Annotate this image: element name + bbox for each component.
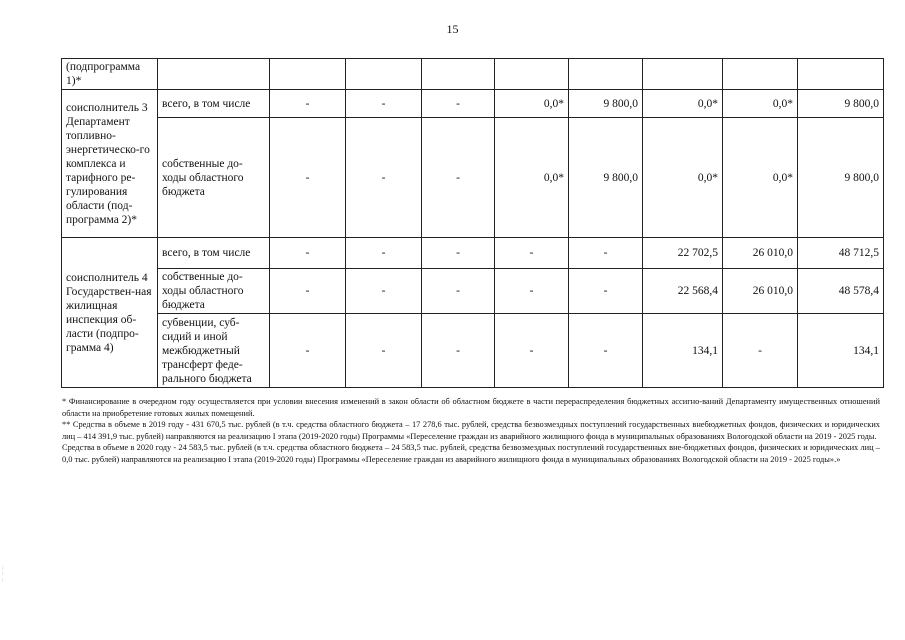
value-cell: -	[422, 314, 495, 388]
value-cell: -	[346, 269, 422, 314]
table-row	[62, 118, 884, 238]
page-number: 15	[446, 22, 459, 36]
table-row	[62, 269, 884, 314]
value-cell: 22 702,5	[643, 238, 723, 269]
empty-cell	[643, 59, 723, 90]
value-cell: -	[569, 314, 643, 388]
empty-cell	[723, 59, 798, 90]
empty-cell	[495, 59, 569, 90]
value-cell: 22 568,4	[643, 269, 723, 314]
value-cell: -	[346, 90, 422, 118]
footnote-1: * Финансирование в очередном году осуществляется при условии внесения изменений в закон области об областном бюджете в части перераспределения бюджетных ассигно-ваний Департаменту имущественных отношений области на приобретение готовых жилых помещений.	[62, 397, 880, 418]
value-cell: -	[422, 238, 495, 269]
value-cell: -	[495, 238, 569, 269]
value-cell: -	[723, 314, 798, 388]
footnote-3: Средства в объеме в 2020 году - 24 583,5 тыс. рублей (в т.ч. средства областного бюджета – 24 583,5 тыс. рублей, средства безвозмездных поступлений государственных вне-бюджетных фондов, физических и юридических лиц – 0,0 тыс. рублей) направляются на реализацию I этапа (2019-2020 годы) Программы «Переселение граждан из аварийного жилищного фонда в муниципальных образованиях Вологодской области на 2019 - 2025 годы».»	[62, 443, 880, 464]
value-cell: 26 010,0	[723, 238, 798, 269]
empty-cell	[270, 59, 346, 90]
value-cell: -	[346, 118, 422, 238]
value-cell: -	[270, 118, 346, 238]
source-cell: всего, в том числе	[158, 238, 270, 269]
empty-cell	[798, 59, 884, 90]
value-cell: 48 712,5	[798, 238, 884, 269]
value-cell: 9 800,0	[569, 118, 643, 238]
empty-cell	[569, 59, 643, 90]
value-cell: -	[495, 314, 569, 388]
empty-cell	[346, 59, 422, 90]
value-cell: -	[422, 118, 495, 238]
value-cell: 0,0*	[723, 90, 798, 118]
value-cell: 0,0*	[495, 90, 569, 118]
financing-table	[61, 58, 884, 388]
value-cell: 0,0*	[643, 118, 723, 238]
value-cell: -	[346, 314, 422, 388]
value-cell: -	[569, 269, 643, 314]
source-cell: субвенции, суб-сидий и иной межбюджетный трансферт феде-рального бюджета	[158, 314, 270, 388]
footnote-2: ** Средства в объеме в 2019 году - 431 670,5 тыс. рублей (в т.ч. средства областного бюджета – 17 278,6 тыс. рублей, средства безвозмездных поступлений государственных внебюджетных фондов, физических и юридических лиц – 414 391,9 тыс. рублей) направляются на реализацию I этапа (2019-2020 годы) Программы «Переселение граждан из аварийного жилищного фонда в муниципальных образованиях Вологодской области на 2019 - 2025 годы.	[62, 420, 880, 441]
value-cell: 134,1	[798, 314, 884, 388]
value-cell: 0,0*	[643, 90, 723, 118]
table-row	[62, 59, 884, 90]
value-cell: 9 800,0	[569, 90, 643, 118]
value-cell: 9 800,0	[798, 118, 884, 238]
footnotes	[62, 396, 880, 465]
value-cell: -	[569, 238, 643, 269]
empty-cell	[158, 59, 270, 90]
value-cell: -	[422, 90, 495, 118]
source-cell: собственные до-ходы областного бюджета	[158, 269, 270, 314]
value-cell: -	[270, 314, 346, 388]
scan-edge-mark: : : :	[2, 566, 4, 583]
value-cell: 134,1	[643, 314, 723, 388]
table-row	[62, 90, 884, 118]
value-cell: 0,0*	[495, 118, 569, 238]
value-cell: 0,0*	[723, 118, 798, 238]
empty-cell	[422, 59, 495, 90]
value-cell: -	[346, 238, 422, 269]
value-cell: 9 800,0	[798, 90, 884, 118]
source-cell: собственные до-ходы областного бюджета	[158, 118, 270, 238]
value-cell: 48 578,4	[798, 269, 884, 314]
value-cell: -	[270, 269, 346, 314]
value-cell: -	[270, 90, 346, 118]
table-row	[62, 238, 884, 269]
table-row	[62, 314, 884, 388]
value-cell: 26 010,0	[723, 269, 798, 314]
responsible-cell: соисполнитель 3 Департамент топливно-энергетическо-го комплекса и тарифного ре-гулирования области (под-программа 2)*	[62, 90, 158, 238]
value-cell: -	[495, 269, 569, 314]
value-cell: -	[270, 238, 346, 269]
value-cell: -	[422, 269, 495, 314]
responsible-cell: соисполнитель 4 Государствен-ная жилищная инспекция об-ласти (подпро-грамма 4)	[62, 238, 158, 388]
source-cell: всего, в том числе	[158, 90, 270, 118]
responsible-cell: (подпрограмма 1)*	[62, 59, 158, 90]
